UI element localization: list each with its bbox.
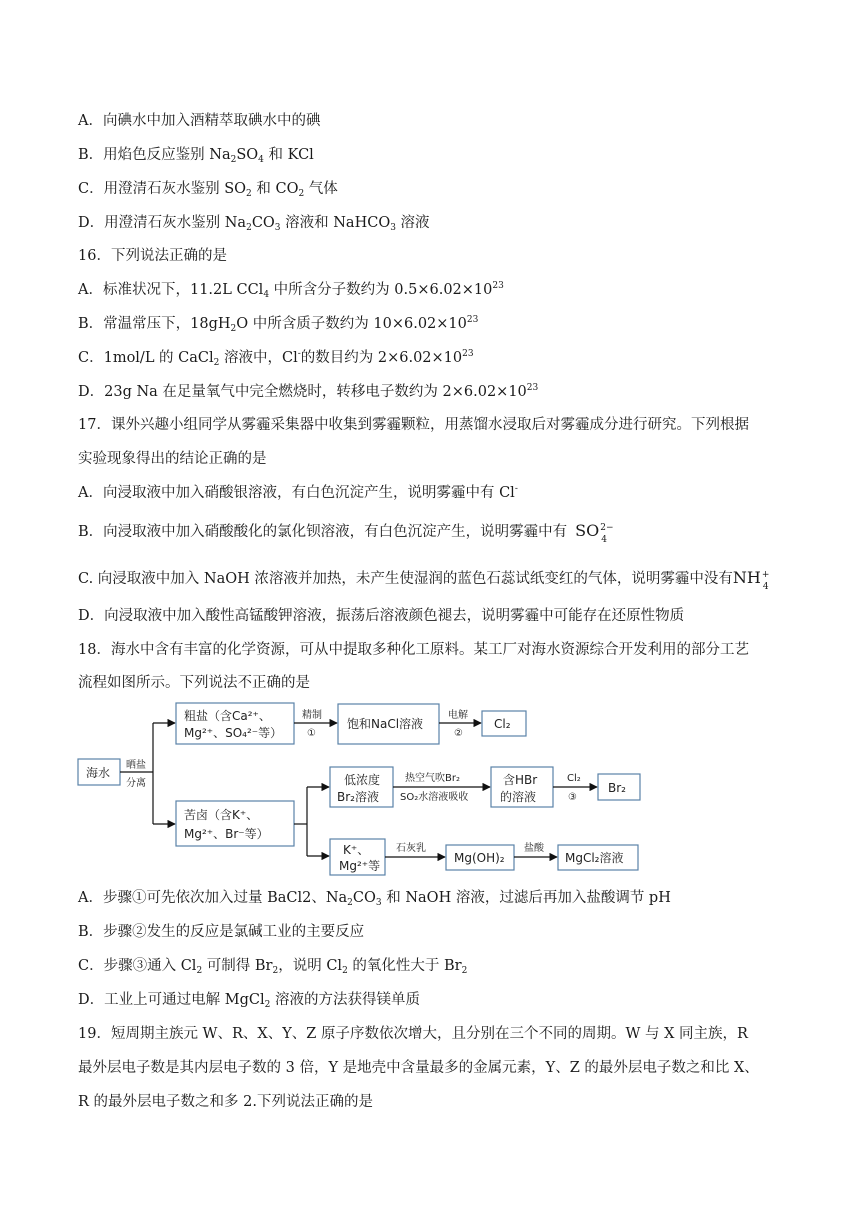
- saturated-nacl-label: 饱和NaCl溶液: [347, 717, 424, 731]
- q16-stem: 16．下列说法正确的是: [78, 248, 227, 264]
- seawater-process-flowchart: [75, 700, 655, 880]
- q18-option-d: D．工业上可通过电解 MgCl$_2$ 溶液的方法获得镁单质: [78, 992, 420, 1010]
- step2-label: ②: [454, 728, 463, 739]
- q17-option-a: A．向浸取液中加入硝酸银溶液，有白色沉淀产生，说明雾霾中有 Cl-: [78, 484, 518, 501]
- q15-option-c: C．用澄清石灰水鉴别 $SO_2$ 和 $CO_2$ 气体: [78, 181, 338, 199]
- q19-stem-line2: 最外层电子数是其内层电子数的 3 倍，Y 是地壳中含量最多的金属元素，Y、Z 的最外层电子数之和比 X、: [78, 1060, 759, 1076]
- k-mg-line1: K⁺、: [343, 843, 370, 857]
- crude-salt-line1: 粗盐（含Ca²⁺、: [184, 709, 271, 723]
- mgcl2-label: MgCl₂溶液: [565, 851, 624, 865]
- cl2-label: Cl₂: [494, 717, 511, 731]
- q19-stem-line3: R 的最外层电子数之和多 2.下列说法正确的是: [78, 1094, 373, 1110]
- split-label-bottom: 分离: [126, 778, 146, 789]
- brine-line1: 苦卤（含K⁺、: [184, 808, 259, 822]
- hbr-line2: 的溶液: [500, 790, 537, 804]
- cl2-reagent-label: Cl₂: [567, 773, 581, 784]
- q17-option-d: D．向浸取液中加入酸性高锰酸钾溶液，振荡后溶液颜色褪去，说明雾霾中可能存在还原性物质: [78, 608, 685, 624]
- q16-option-a: A．标准状况下，11.2L CCl$_4$ 中所含分子数约为 $0.5\times 6.02\times 10^{23}$: [78, 281, 504, 300]
- br2-label: Br₂: [608, 781, 626, 795]
- low-conc-br2-line2: Br₂溶液: [337, 790, 379, 804]
- refine-label: 精制: [302, 710, 322, 721]
- q17-stem-line1: 17．课外兴趣小组同学从雾霾采集器中收集到雾霾颗粒，用蒸馏水浸取后对雾霾成分进行研究。下列根据: [78, 417, 749, 433]
- q15-option-b: B．用焰色反应鉴别 $Na_2SO_4$ 和 KCl: [78, 147, 314, 165]
- electrolysis-label: 电解: [448, 710, 468, 721]
- q19-stem-line1: 19．短周期主族元 W、R、X、Y、Z 原子序数依次增大，且分别在三个不同的周期。W 与 X 同主族，R: [78, 1026, 748, 1042]
- step1-label: ①: [307, 728, 316, 739]
- q15-option-a: A．向碘水中加入酒精萃取碘水中的碘: [78, 113, 321, 129]
- q17-stem-line2: 实验现象得出的结论正确的是: [78, 451, 267, 467]
- so2-absorb-label: SO₂水溶液吸收: [400, 792, 469, 803]
- mgoh2-label: Mg(OH)₂: [454, 851, 505, 865]
- q18-stem-line2: 流程如图所示。下列说法不正确的是: [78, 675, 310, 691]
- k-mg-line2: Mg²⁺等: [339, 859, 381, 873]
- q15-option-d: D．用澄清石灰水鉴别 $Na_2CO_3$ 溶液和 NaHCO$_3$ 溶液: [78, 215, 430, 233]
- brine-line2: Mg²⁺、Br⁻等）: [184, 827, 269, 841]
- low-conc-br2-line1: 低浓度: [344, 773, 381, 787]
- q18-option-a: A．步骤①可先依次加入过量 BaCl2、$Na_2CO_3$ 和 NaOH 溶液，过滤后再加入盐酸调节 pH: [78, 890, 671, 908]
- q16-option-d: D．23g Na 在足量氧气中完全燃烧时，转移电子数约为 $2\times 6.02\times 10^{23}$: [78, 383, 539, 400]
- q17-option-c: C. 向浸取液中加入 NaOH 浓溶液并加热，未产生使湿润的蓝色石蕊试纸变红的气体，说明雾霾中没有NH + 4: [78, 568, 770, 592]
- hbr-line1: 含HBr: [503, 773, 538, 787]
- seawater-label: 海水: [86, 766, 111, 780]
- hcl-label: 盐酸: [524, 843, 544, 854]
- q16-option-b: B．常温常压下，$18gH_2O$ 中所含质子数约为 $10\times 6.02\times 10^{23}$: [78, 315, 479, 334]
- split-label-top: 晒盐: [126, 760, 146, 771]
- crude-salt-line2: Mg²⁺、SO₄²⁻等）: [184, 726, 283, 740]
- hot-air-label: 热空气吹Br₂: [405, 773, 460, 784]
- q17-option-b: B．向浸取液中加入硝酸酸化的氯化钡溶液，有白色沉淀产生，说明雾霾中有 SO 2− 4: [78, 521, 614, 545]
- q18-option-b: B．步骤②发生的反应是氯碱工业的主要反应: [78, 924, 365, 940]
- q16-option-c: C．1mol/L 的 CaCl$_2$ 溶液中，Cl-的数目约为 $2\times 6.02\times 10^{23}$: [78, 349, 474, 368]
- q18-option-c: C．步骤③通入 $Cl_2$ 可制得 $Br_2$，说明 $Cl_2$ 的氧化性大于 $Br_2$: [78, 958, 468, 976]
- lime-milk-label: 石灰乳: [396, 843, 426, 854]
- step3-label: ③: [568, 792, 577, 803]
- q18-stem-line1: 18．海水中含有丰富的化学资源，可从中提取多种化工原料。某工厂对海水资源综合开发利用的部分工艺: [78, 642, 749, 658]
